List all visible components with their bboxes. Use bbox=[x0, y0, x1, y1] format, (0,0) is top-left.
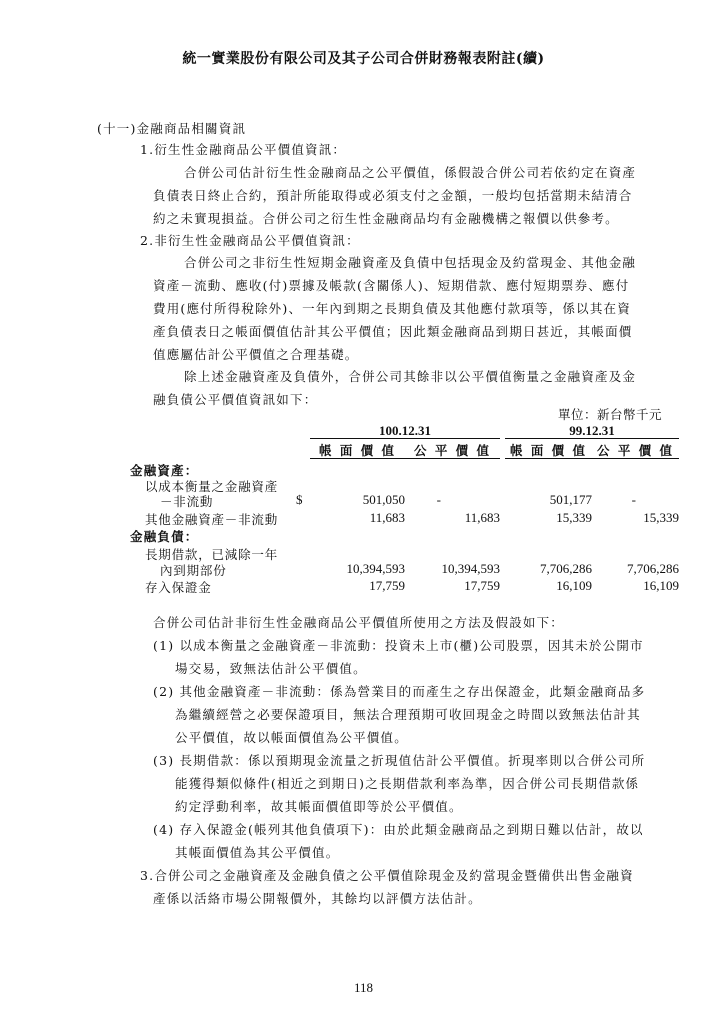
col-fair-value-1: 公 平 價 值 bbox=[413, 443, 492, 458]
item3-line: 3.合併公司之金融資產及金融負債之公平價值除現金及約當現金暨備供出售金融資 bbox=[140, 868, 634, 883]
table-cell: 15,339 bbox=[556, 510, 592, 525]
item3-line: 產係以活絡市場公開報價外，其餘均以評價方法估計。 bbox=[153, 891, 482, 906]
table-cell: 17,759 bbox=[369, 578, 405, 593]
col-book-value-2: 帳 面 價 值 bbox=[509, 443, 588, 458]
method-line: (4) 存入保證金(帳列其他負債項下)：由於此類金融商品之到期日難以估計，故以 bbox=[153, 822, 644, 837]
item2-line: 值應屬估計公平價值之合理基礎。 bbox=[153, 347, 359, 362]
item2-line: 費用(應付所得稅除外)、一年內到期之長期負債及其他應付款項等，係以其在資 bbox=[153, 301, 631, 316]
item2-line: 資產－流動、應收(付)票據及帳款(含關係人)、短期借款、應付短期票券、應付 bbox=[153, 278, 630, 293]
method-line: 為繼續經營之必要保證項目，無法合理預期可收回現金之時間以致無法估計其 bbox=[175, 707, 641, 722]
item2-line: 除上述金融資產及負債外，合併公司其餘非以公平價值衡量之金融資產及金 bbox=[184, 369, 637, 384]
table-cell: 16,109 bbox=[643, 578, 679, 593]
unit-label: 單位：新台幣千元 bbox=[558, 407, 663, 422]
table-cell: 11,683 bbox=[464, 510, 500, 525]
method-line: 場交易，致無法估計公平價值。 bbox=[175, 661, 367, 676]
table-cell: - bbox=[631, 492, 636, 507]
table-cell: 17,759 bbox=[464, 578, 500, 593]
period-header-2: 99.12.31 bbox=[569, 423, 615, 438]
method-line: (1) 以成本衡量之金融資產－非流動：投資未上市(櫃)公司股票，因其未於公開市 bbox=[153, 638, 644, 653]
method-line: 能獲得類似條件(相近之到期日)之長期借款利率為準，因合併公司長期借款係 bbox=[175, 776, 640, 791]
header-rule bbox=[505, 438, 679, 439]
table-cell: 11,683 bbox=[369, 510, 405, 525]
method-line: 其帳面價值為其公平價值。 bbox=[175, 845, 340, 860]
method-line: 公平價值，故以帳面價值為公平價值。 bbox=[175, 730, 408, 745]
row-label: 其他金融資產－非流動 bbox=[145, 512, 279, 527]
row-label: 以成本衡量之金融資產 bbox=[145, 479, 279, 494]
table-cell: 10,394,593 bbox=[441, 561, 500, 576]
section-heading: (十一)金融商品相關資訊 bbox=[97, 121, 247, 136]
header-rule bbox=[310, 438, 500, 439]
table-cell: 501,177 bbox=[549, 492, 592, 507]
col-fair-value-2: 公 平 價 值 bbox=[596, 443, 675, 458]
page-number: 118 bbox=[353, 980, 374, 995]
table-cell: 501,050 bbox=[362, 492, 405, 507]
table-cell: 16,109 bbox=[556, 578, 592, 593]
period-header-1: 100.12.31 bbox=[379, 423, 431, 438]
table-cell: - bbox=[436, 492, 441, 507]
item1-line: 負債表日終止合約，預計所能取得或必須支付之金額，一般均包括當期未結清合 bbox=[153, 188, 633, 203]
method-line: (2) 其他金融資產－非流動：係為營業目的而產生之存出保證金，此類金融商品多 bbox=[153, 684, 646, 699]
row-label: 內到期部份 bbox=[160, 563, 227, 578]
methods-intro: 合併公司估計非衍生性金融商品公平價值所使用之方法及假設如下： bbox=[153, 615, 565, 630]
method-line: 約定浮動利率，故其帳面價值即等於公平價值。 bbox=[175, 799, 463, 814]
currency-symbol: $ bbox=[296, 492, 303, 507]
header-rule bbox=[505, 458, 679, 459]
table-cell: 7,706,286 bbox=[540, 561, 592, 576]
item1-line: 約之未實現損益。合併公司之衍生性金融商品均有金融機構之報價以供參考。 bbox=[153, 211, 619, 226]
item2-line: 融負債公平價值資訊如下： bbox=[153, 392, 318, 407]
table-cell: 15,339 bbox=[643, 510, 679, 525]
table-cell: 10,394,593 bbox=[346, 561, 405, 576]
page-title: 統一實業股份有限公司及其子公司合併財務報表附註(續) bbox=[182, 51, 545, 67]
row-label: 長期借款，已減除一年 bbox=[145, 547, 279, 562]
row-label: －非流動 bbox=[160, 494, 214, 509]
header-rule bbox=[310, 458, 500, 459]
item1-line: 合併公司估計衍生性金融商品之公平價值，係假設合併公司若依約定在資產 bbox=[184, 165, 637, 180]
item2-line: 產負債表日之帳面價值估計其公平價值；因此類金融商品到期日甚近，其帳面價 bbox=[153, 324, 633, 339]
item2-line: 合併公司之非衍生性短期金融資產及負債中包括現金及約當現金、其他金融 bbox=[184, 255, 637, 270]
item2-heading: 2.非衍生性金融商品公平價值資訊： bbox=[140, 233, 360, 248]
row-label: 存入保證金 bbox=[145, 580, 212, 595]
table-cell: 7,706,286 bbox=[627, 561, 679, 576]
method-line: (3) 長期借款：係以預期現金流量之折現值估計公平價值。折現率則以合併公司所 bbox=[153, 753, 646, 768]
col-book-value-1: 帳 面 價 值 bbox=[318, 443, 397, 458]
assets-label: 金融資產： bbox=[130, 463, 199, 478]
item1-heading: 1.衍生性金融商品公平價值資訊： bbox=[140, 142, 347, 157]
liabilities-label: 金融負債： bbox=[130, 529, 199, 544]
